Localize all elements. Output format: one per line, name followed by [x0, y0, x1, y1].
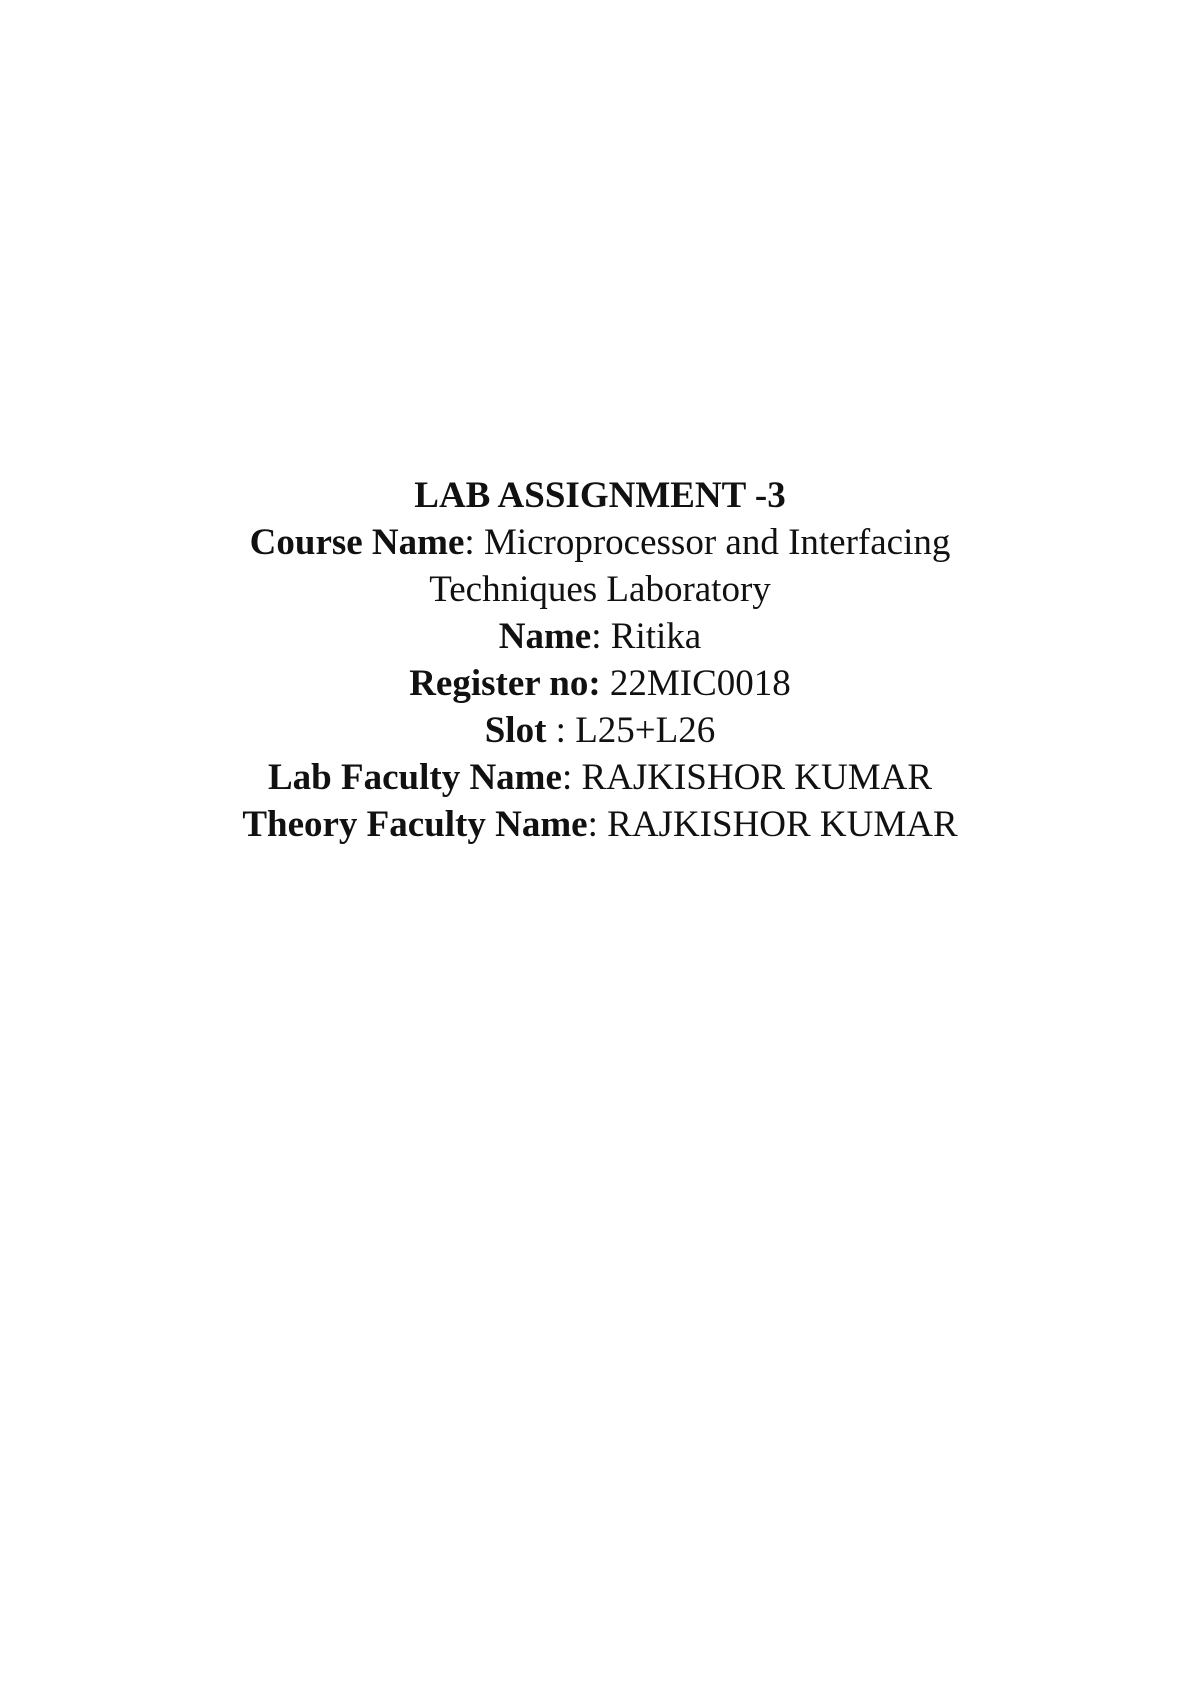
student-name-line — [0, 613, 1200, 660]
student-name-label: Name — [498, 616, 592, 657]
lab-faculty-label: Lab Faculty Name — [268, 757, 562, 798]
slot-separator: : — [546, 710, 576, 751]
course-name-value: Microprocessor and Interfacing — [483, 522, 951, 563]
lab-faculty-value: RAJKISHOR KUMAR — [581, 757, 932, 798]
register-number-value: 22MIC0018 — [609, 663, 791, 704]
register-number-line — [0, 660, 1200, 707]
course-name-label: Course Name — [249, 522, 465, 563]
register-number-label: Register no: — [409, 663, 601, 704]
course-name-line — [0, 519, 1200, 566]
register-number-separator — [601, 663, 610, 704]
theory-faculty-label: Theory Faculty Name — [242, 804, 588, 845]
course-name-separator: : — [464, 522, 484, 563]
slot-line — [0, 707, 1200, 754]
lab-faculty-line — [0, 754, 1200, 801]
student-name-separator: : — [591, 616, 611, 657]
assignment-title: LAB ASSIGNMENT -3 — [414, 475, 786, 516]
theory-faculty-separator: : — [587, 804, 608, 845]
theory-faculty-line — [0, 801, 1200, 848]
theory-faculty-value: RAJKISHOR KUMAR — [607, 804, 958, 845]
slot-label: Slot — [484, 710, 547, 751]
lab-faculty-separator: : — [561, 757, 582, 798]
slot-value: L25+L26 — [575, 710, 716, 751]
cover-details — [0, 472, 1200, 848]
student-name-value: Ritika — [610, 616, 702, 657]
course-name-value-continued: Techniques Laboratory — [429, 569, 771, 610]
